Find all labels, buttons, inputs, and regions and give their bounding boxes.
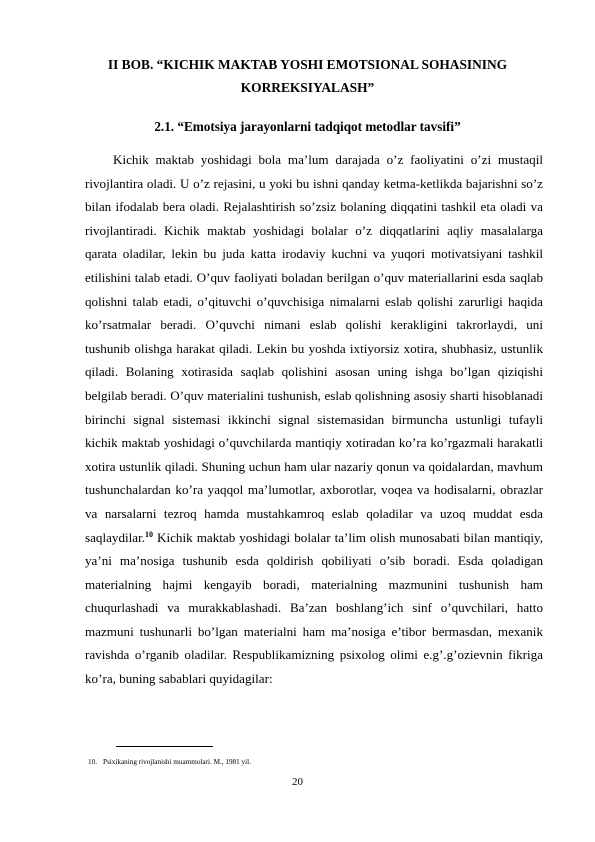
footnote-number: 10. xyxy=(88,758,97,766)
page-number: 20 xyxy=(292,776,303,788)
footnote-reference[interactable]: 10 xyxy=(145,529,153,539)
footnote-separator xyxy=(116,746,213,747)
body-text-part-1: Kichik maktab yoshidagi bola ma’lum darajada o’z faoliyatini o’zi mustaqil rivojlantira oladi. U o’z rejasini, u yoki bu ishni qanday ketma-ketlikda bajarishni so’z bilan ifodalab bera oladi. Rejalashtirish so’zsiz bolaning diqqatini tashkil eta oladi va rivojlantiradi. Kichik maktab yoshidagi bolalar o’z diqqatlarini aqliy masalalarga qarata oladilar, lekin bu juda katta irodaviy kuchni va yuqori motivatsiyani tashkil etilishini talab etadi. O’quv faoliyati boladan berilgan o’quv materiallarini esda saqlab qolishni talab etadi, o’qituvchi o’quvchisiga nimalarni eslab qolishi zarurligi haqida ko’rsatmalar beradi. O’quvchi nimani eslab qolishi kerakligini takrorlaydi, uni tushunib olishga harakat qiladi. Lekin bu yoshda ixtiyorsiz xotira, shubhasiz, ustunlik qiladi. Bolaning xotirasida saqlab qolishini asosan uning ishga bo’lgan qiziqishi belgilab beradi. O’quv materialini tushunish, eslab qolishning asosiy sharti hisoblanadi birinchi signal sistemasi ikkinchi signal sistemasidan birmuncha ustunligi tufayli kichik maktab yoshidagi o’quvchilarda mantiqiy xotiradan ko’ra ko’rgazmali harakatli xotira ustunlik qiladi. Shuning uchun ham ular nazariy qonun va qoidalardan, mavhum tushunchalardan ko’ra yaqqol ma’lumotlar, axborotlar, voqea va hodisalarni, obrazlar va narsalarni tezroq hamda mustahkamroq eslab qoladilar va uzoq muddat esda saqlaydilar. xyxy=(85,152,543,545)
footnote xyxy=(88,757,251,767)
body-text-part-2: Kichik maktab yoshidagi bolalar ta’lim olish munosabati bilan mantiqiy, ya’ni ma’nosiga tushunib esda qoldirish qobiliyati o’sib boradi. Esda qoladigan materialning hajmi kengayib boradi, materialning mazmunini tushunish ham chuqurlashadi va murakkablashadi. Ba’zan boshlang’ich sinf o’quvchilari, hatto mazmuni tushunarli bo’lgan materialni ham ma’nosiga e’tibor bermasdan, mexanik ravishda o’rganib oladilar. Respublikamizning psixolog olimi e.g’.g’ozievnin fikriga ko’ra, buning sabablari quyidagilar: xyxy=(85,529,543,687)
chapter-title: II BOB. “KICHIK MAKTAB YOSHI EMOTSIONAL SOHASINING KORREKSIYALASH” xyxy=(107,57,508,95)
footnote-text: Psixikaning rivojlanishi muammolari. M., 1981 yil. xyxy=(102,758,251,766)
body-paragraph xyxy=(85,148,543,691)
section-title: 2.1. “Emotsiya jarayonlarni tadqiqot metodlar tavsifi” xyxy=(154,119,461,134)
